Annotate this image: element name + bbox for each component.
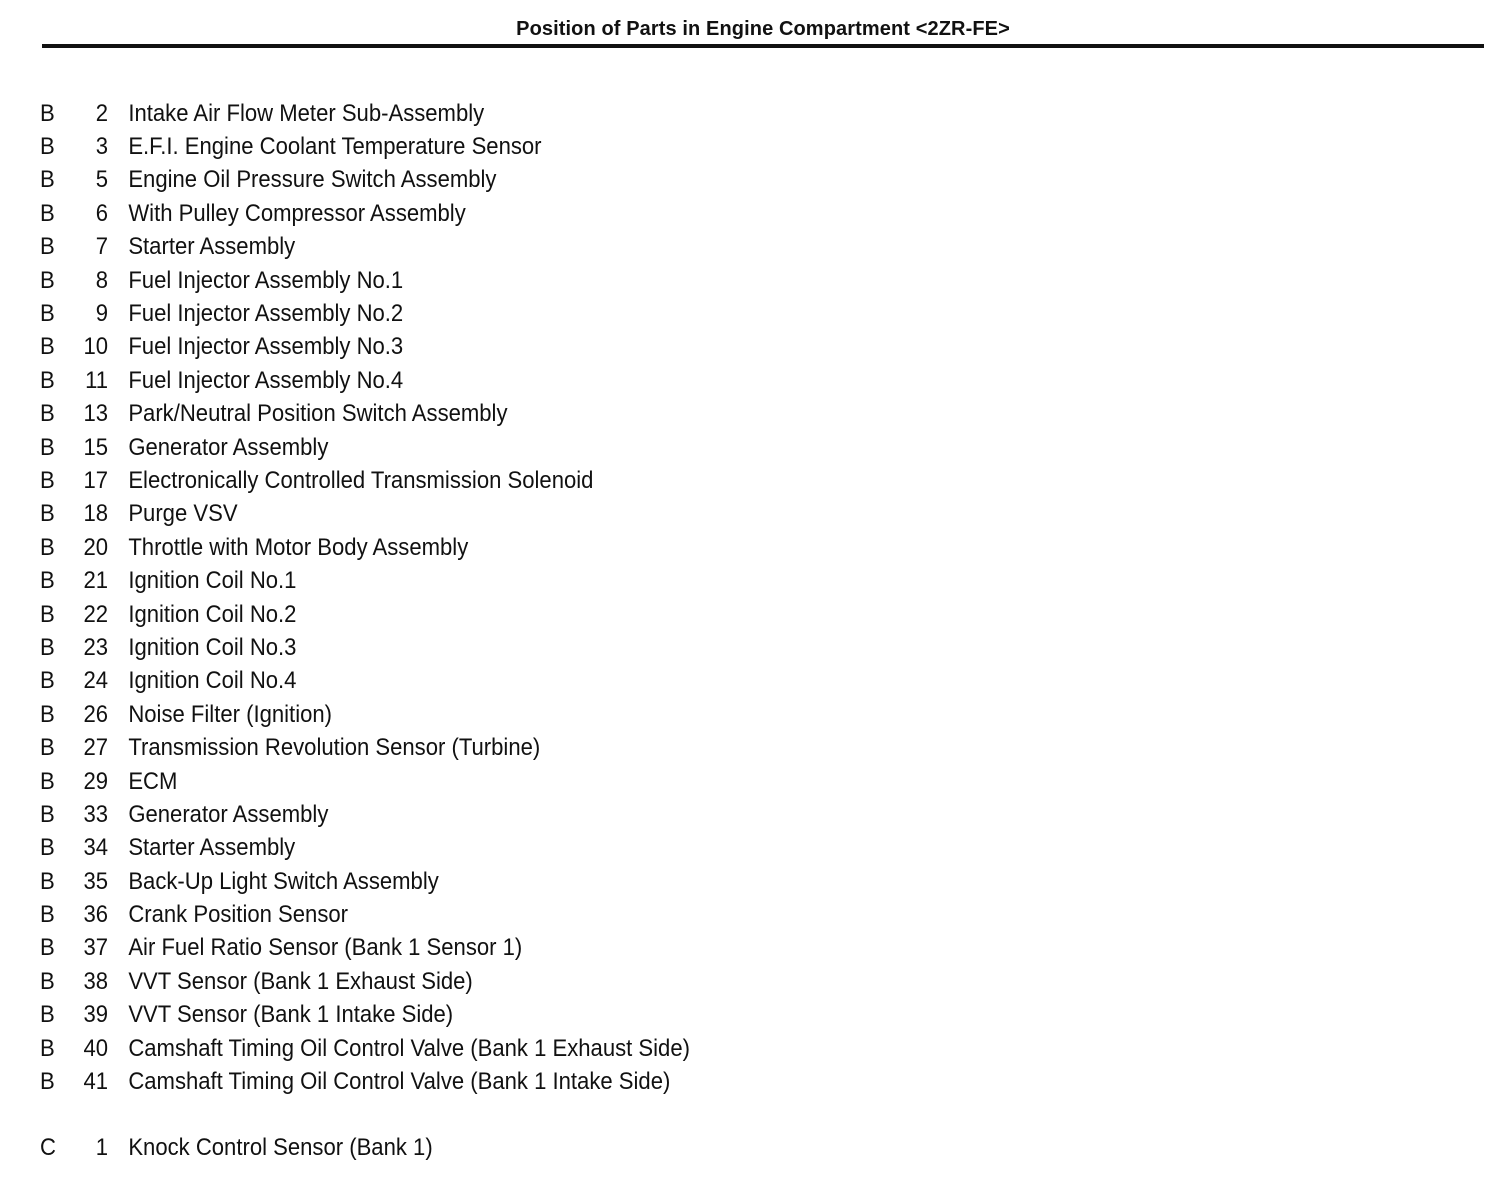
part-connector-letter: B (40, 1034, 55, 1062)
part-name: Ignition Coil No.1 (128, 567, 297, 595)
part-name: ECM (128, 767, 178, 795)
part-name: Fuel Injector Assembly No.3 (128, 333, 404, 361)
part-name: Camshaft Timing Oil Control Valve (Bank 1 Exhaust Side) (128, 1034, 690, 1062)
part-row (40, 832, 960, 865)
part-connector-number: 24 (83, 667, 109, 695)
part-row (40, 531, 960, 564)
part-connector-number: 10 (83, 333, 109, 361)
part-connector-number: 18 (83, 500, 109, 528)
part-row (40, 698, 960, 731)
part-name: Engine Oil Pressure Switch Assembly (128, 166, 497, 194)
part-row (40, 865, 960, 898)
part-name: Fuel Injector Assembly No.4 (128, 366, 404, 394)
part-row (40, 1132, 960, 1165)
part-row (40, 297, 960, 330)
part-connector-number: 38 (83, 967, 109, 995)
part-name: Fuel Injector Assembly No.1 (128, 266, 404, 294)
part-row (40, 197, 960, 230)
part-connector-number: 23 (83, 633, 109, 661)
part-connector-letter: B (40, 133, 55, 161)
part-connector-number: 21 (83, 567, 109, 595)
part-row (40, 665, 960, 698)
part-connector-letter: B (40, 867, 55, 895)
part-connector-number: 7 (95, 233, 109, 261)
part-connector-letter: B (40, 667, 55, 695)
part-name: Generator Assembly (128, 800, 329, 828)
part-connector-letter: B (40, 166, 55, 194)
part-connector-letter: B (40, 433, 55, 461)
part-name: Fuel Injector Assembly No.2 (128, 300, 404, 328)
part-connector-number: 2 (95, 99, 109, 127)
part-row (40, 932, 960, 965)
part-name: Ignition Coil No.2 (128, 600, 297, 628)
part-connector-letter: B (40, 734, 55, 762)
part-name: With Pulley Compressor Assembly (128, 199, 466, 227)
part-name: Intake Air Flow Meter Sub-Assembly (128, 99, 485, 127)
part-connector-number: 6 (95, 199, 109, 227)
part-name: Back-Up Light Switch Assembly (128, 867, 439, 895)
part-name: VVT Sensor (Bank 1 Intake Side) (128, 1001, 454, 1029)
title-divider (42, 44, 1484, 48)
part-connector-number: 3 (95, 133, 109, 161)
part-row (40, 999, 960, 1032)
part-name: Camshaft Timing Oil Control Valve (Bank 1 Intake Side) (128, 1068, 671, 1096)
part-connector-letter: B (40, 967, 55, 995)
part-connector-letter: B (40, 500, 55, 528)
part-name: Throttle with Motor Body Assembly (128, 533, 469, 561)
part-connector-letter: B (40, 1001, 55, 1029)
part-connector-number: 13 (83, 400, 109, 428)
part-connector-number: 8 (95, 266, 109, 294)
part-row (40, 498, 960, 531)
part-connector-letter: B (40, 934, 55, 962)
part-connector-letter: B (40, 466, 55, 494)
part-connector-letter: B (40, 333, 55, 361)
part-connector-letter: B (40, 567, 55, 595)
part-row (40, 765, 960, 798)
part-connector-number: 9 (95, 300, 109, 328)
part-name: Knock Control Sensor (Bank 1) (128, 1134, 433, 1162)
part-connector-number: 33 (83, 800, 109, 828)
part-connector-letter: B (40, 834, 55, 862)
part-row (40, 798, 960, 831)
part-connector-letter: B (40, 99, 55, 127)
part-connector-number: 5 (95, 166, 109, 194)
part-connector-number: 17 (83, 466, 109, 494)
part-name: Crank Position Sensor (128, 901, 348, 929)
part-connector-letter: B (40, 1068, 55, 1096)
part-row (40, 231, 960, 264)
part-connector-number: 15 (83, 433, 109, 461)
part-row (40, 264, 960, 297)
part-row (40, 898, 960, 931)
part-row (40, 598, 960, 631)
part-connector-number: 22 (83, 600, 109, 628)
part-connector-letter: B (40, 700, 55, 728)
part-name: VVT Sensor (Bank 1 Exhaust Side) (128, 967, 473, 995)
part-name: Generator Assembly (128, 433, 329, 461)
part-connector-letter: B (40, 633, 55, 661)
part-connector-letter: B (40, 266, 55, 294)
part-connector-number: 36 (83, 901, 109, 929)
part-name: Air Fuel Ratio Sensor (Bank 1 Sensor 1) (128, 934, 523, 962)
part-name: Starter Assembly (128, 233, 296, 261)
part-row (40, 331, 960, 364)
part-connector-number: 37 (83, 934, 109, 962)
part-name: Noise Filter (Ignition) (128, 700, 333, 728)
part-row (40, 1065, 960, 1098)
part-connector-number: 29 (83, 767, 109, 795)
part-connector-letter: B (40, 366, 55, 394)
part-name: E.F.I. Engine Coolant Temperature Sensor (128, 133, 542, 161)
part-connector-number: 41 (83, 1068, 109, 1096)
part-connector-letter: B (40, 400, 55, 428)
part-connector-number: 40 (83, 1034, 109, 1062)
part-row (40, 398, 960, 431)
part-row (40, 1032, 960, 1065)
part-connector-number: 39 (83, 1001, 109, 1029)
part-name: Starter Assembly (128, 834, 296, 862)
part-name: Park/Neutral Position Switch Assembly (128, 400, 508, 428)
part-connector-letter: C (40, 1134, 56, 1162)
part-connector-number: 11 (85, 366, 109, 394)
part-row (40, 431, 960, 464)
part-name: Transmission Revolution Sensor (Turbine) (128, 734, 541, 762)
part-connector-number: 1 (95, 1134, 109, 1162)
part-row (40, 130, 960, 163)
part-connector-number: 27 (83, 734, 109, 762)
part-connector-letter: B (40, 199, 55, 227)
part-row (40, 464, 960, 497)
part-connector-letter: B (40, 600, 55, 628)
part-row (40, 965, 960, 998)
part-name: Ignition Coil No.4 (128, 667, 297, 695)
part-row (40, 97, 960, 130)
part-name: Purge VSV (128, 500, 238, 528)
part-connector-letter: B (40, 901, 55, 929)
part-name: Electronically Controlled Transmission Solenoid (128, 466, 594, 494)
part-connector-number: 35 (83, 867, 109, 895)
part-connector-number: 20 (83, 533, 109, 561)
parts-list (40, 97, 1040, 1165)
page-title: Position of Parts in Engine Compartment <2ZR-FE> (516, 18, 1010, 40)
part-connector-letter: B (40, 300, 55, 328)
part-row (40, 164, 960, 197)
part-connector-letter: B (40, 233, 55, 261)
part-row (40, 631, 960, 664)
part-row (40, 564, 960, 597)
part-name: Ignition Coil No.3 (128, 633, 297, 661)
part-connector-letter: B (40, 767, 55, 795)
part-connector-number: 34 (83, 834, 109, 862)
part-connector-letter: B (40, 533, 55, 561)
part-connector-number: 26 (83, 700, 109, 728)
part-row (40, 364, 960, 397)
part-connector-letter: B (40, 800, 55, 828)
part-row (40, 731, 960, 764)
